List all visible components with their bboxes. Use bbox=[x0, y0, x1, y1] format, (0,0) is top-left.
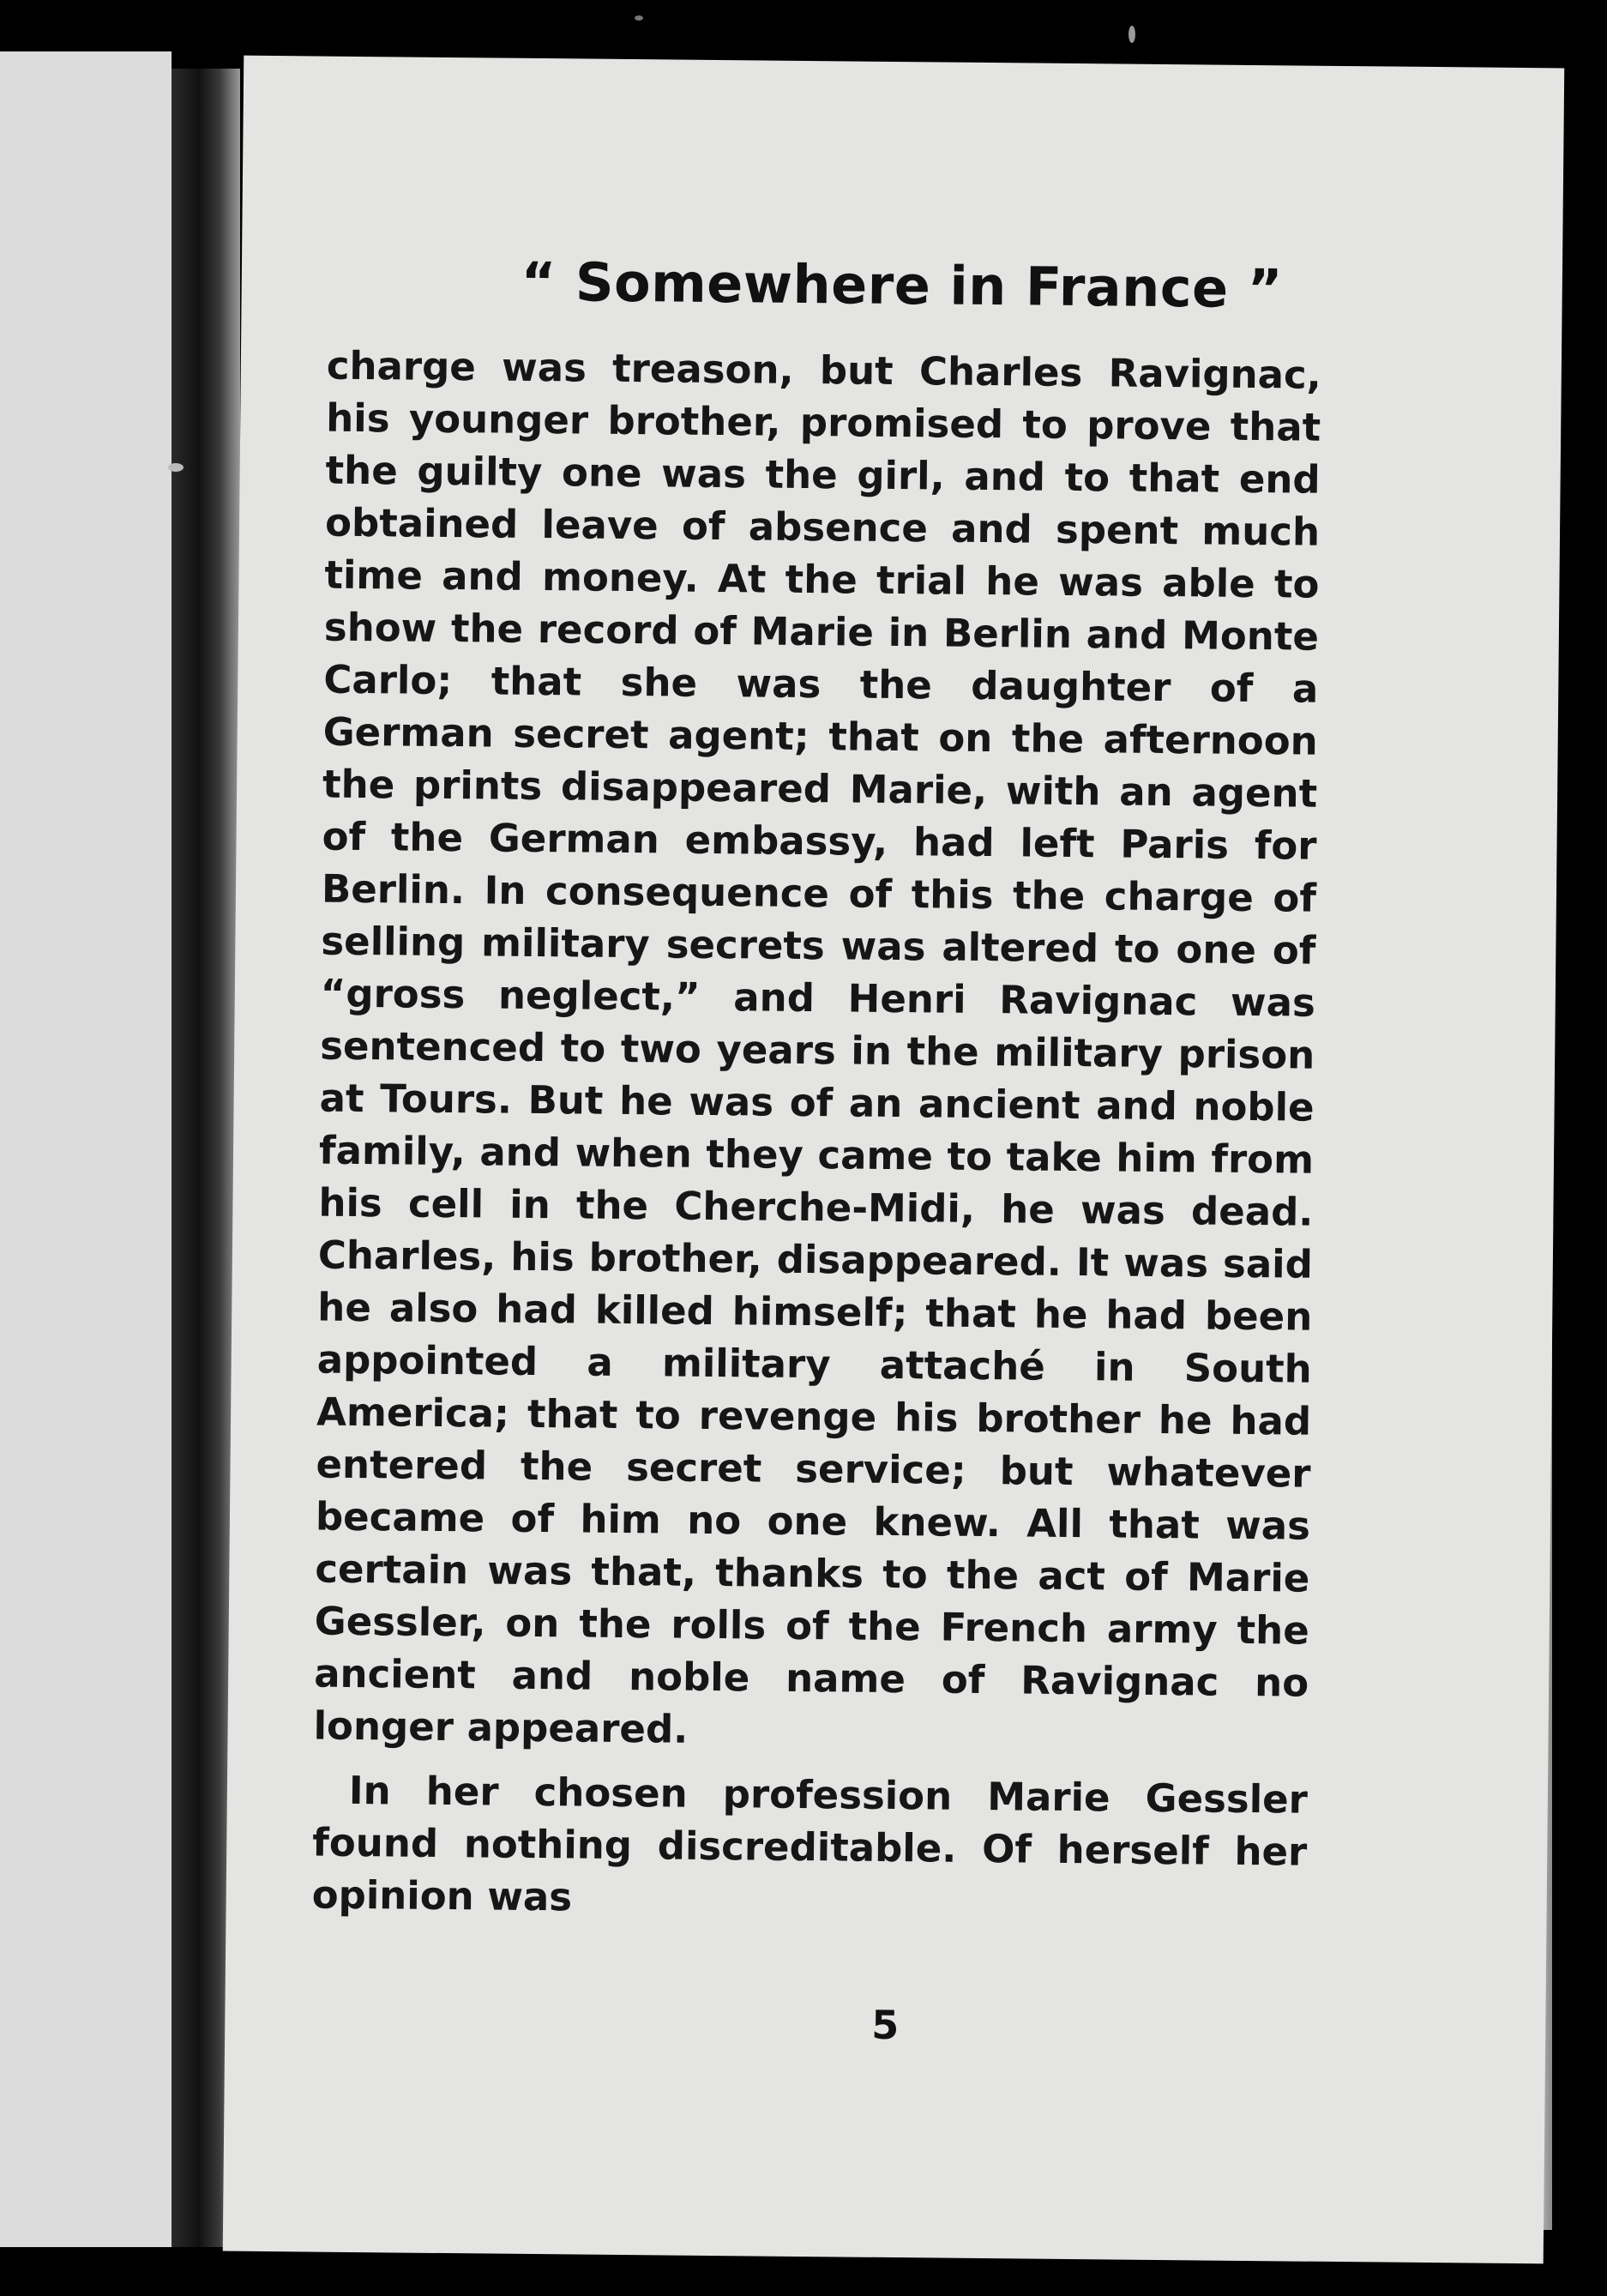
paragraph: charge was treason, but Charles Ravignac, his younger brother, promised to prove that the guilty one was the girl, and to that end obtained leave of absence and spent much time and money. At the trial he was able to show the record of Marie in Berlin and Monte Carlo; that she was the daughter of a German secret agent; that on the afternoon the prints disappeared Marie, with an agent of the German embassy, had left Paris for Berlin. In consequence of this the charge of selling military secrets was altered to one of “gross neglect,” and Henri Ravignac was sentenced to two years in the military prison at Tours. But he was of an ancient and noble family, and when they came to take him from his cell in the Cherche-Midi, he was dead. Charles, his brother, disappeared. It was said he also had killed himself; that he had been appointed a military attaché in South America; that to revenge his brother he had entered the secret service; but whatever became of him no one knew. All that was certain was that, thanks to the act of Marie Gessler, on the rolls of the French army the ancient and noble name of Ravignac no longer appeared. bbox=[313, 342, 1322, 1752]
page-number: 5 bbox=[871, 2001, 900, 2049]
paragraph: In her chosen profession Marie Gessler found nothing discreditable. Of herself her opinion was bbox=[311, 1767, 1309, 1920]
page-body bbox=[311, 340, 1321, 1931]
book-page bbox=[223, 56, 1565, 2264]
running-head: “ Somewhere in France ” bbox=[521, 250, 1284, 321]
scan-speck bbox=[168, 463, 184, 472]
facing-page-edge bbox=[0, 51, 172, 2247]
scan-speck bbox=[635, 15, 643, 21]
scan-speck bbox=[1129, 26, 1135, 43]
